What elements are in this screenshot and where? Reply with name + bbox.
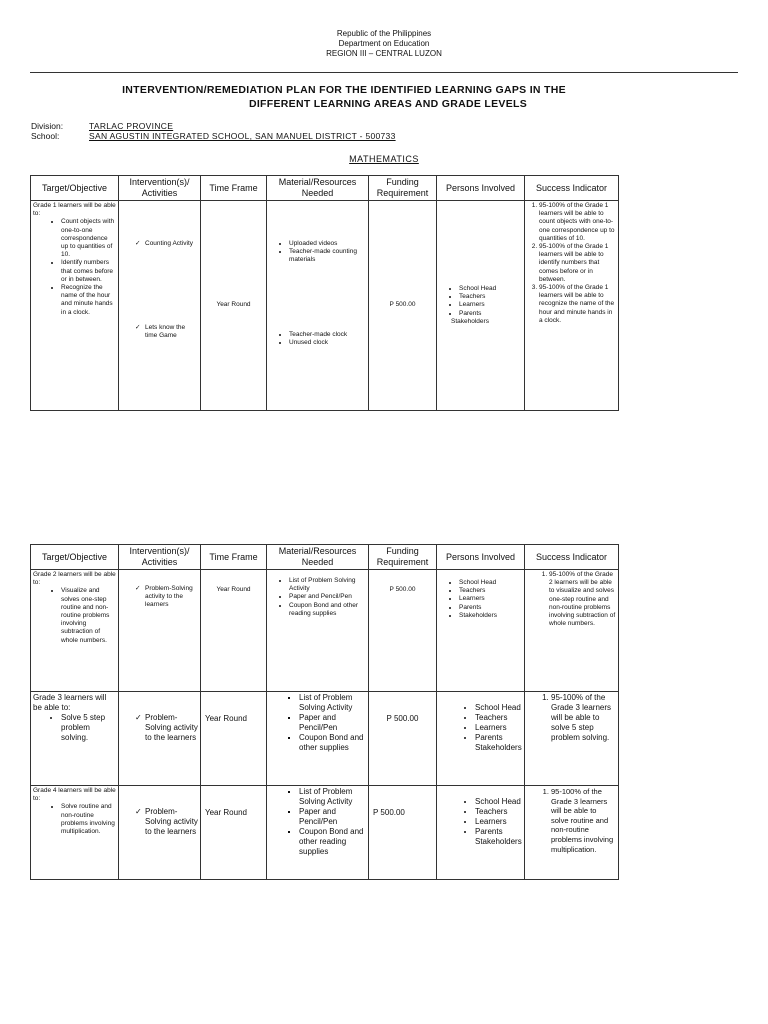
person-item: • Learners xyxy=(459,595,522,603)
target-cell xyxy=(31,692,119,786)
persons-cell xyxy=(437,570,525,692)
intervention-cell xyxy=(119,692,201,786)
person-item: • Learners xyxy=(475,723,522,733)
time-frame-cell: Year Round xyxy=(201,201,267,411)
success-cell xyxy=(525,201,619,411)
funding-cell: P 500.00 xyxy=(369,201,437,411)
header-republic: Republic of the Philippines xyxy=(336,29,432,38)
material-item: • Uploaded videos xyxy=(289,240,366,248)
table-row xyxy=(31,570,619,692)
material-item: • Coupon Bond and other reading supplies xyxy=(289,602,366,618)
material-item: ▪ Coupon Bond and other supplies xyxy=(299,733,366,753)
table-row xyxy=(31,692,619,786)
table-row xyxy=(31,786,619,880)
table-header-row xyxy=(31,176,619,201)
division-value: TARLAC PROVINCE xyxy=(89,121,174,131)
col-persons: Persons Involved xyxy=(437,176,525,201)
materials-cell xyxy=(267,570,369,692)
person-item: • Parents Stakeholders xyxy=(475,827,522,847)
material-item: ▪ List of Problem Solving Activity xyxy=(299,693,366,713)
time-frame-cell: Year Round xyxy=(201,786,267,880)
person-item: • School Head xyxy=(475,703,522,713)
header-divider xyxy=(30,72,738,73)
persons-cell xyxy=(437,201,525,411)
plan-table-1 xyxy=(30,175,619,411)
header-department: Department on Education xyxy=(338,39,430,48)
target-cell xyxy=(31,201,119,411)
material-item: • Teacher-made counting materials xyxy=(289,248,366,264)
intervention-item: ✓ Problem-Solving activity to the learners xyxy=(145,585,198,610)
persons-cell xyxy=(437,692,525,786)
success-item: 1. 95-100% of the Grade 1 learners will be able to count objects with one-to-one correspondence up to quantities of 10. xyxy=(539,202,616,243)
table-header-row xyxy=(31,545,619,570)
person-item: • Teachers xyxy=(475,807,522,817)
success-item: 1. 95-100% of the Grade 2 learners will be able to visualize and solves one-step routine and non-routine problems involving subtraction of whole numbers. xyxy=(549,571,616,628)
col-funding: Funding Requirement xyxy=(369,545,437,570)
col-target: Target/Objective xyxy=(31,176,119,201)
success-cell xyxy=(525,570,619,692)
target-intro: Grade 1 learners will be able to: xyxy=(33,202,116,218)
person-item: • School Head xyxy=(459,579,522,587)
time-frame-cell: Year Round xyxy=(201,692,267,786)
school-row xyxy=(31,131,396,141)
success-item: 1. 95-100% of the Grade 3 learners will be able to solve routine and non-routine problems involving multiplication. xyxy=(551,787,616,854)
school-value: SAN AGUSTIN INTEGRATED SCHOOL, SAN MANUEL DISTRICT - 500733 xyxy=(89,131,396,141)
col-success: Success Indicator xyxy=(525,176,619,201)
person-item: • School Head xyxy=(475,797,522,807)
intervention-item: ✓ Problem-Solving activity to the learners xyxy=(145,807,198,837)
success-item: 3. 95-100% of the Grade 1 learners will be able to recognize the name of the hour and minute hands in a clock. xyxy=(539,284,616,325)
intervention-item: ✓ Problem-Solving activity to the learners xyxy=(145,713,198,743)
person-item: • Parents xyxy=(459,604,522,612)
plan-title-line1: INTERVENTION/REMEDIATION PLAN FOR THE IDENTIFIED LEARNING GAPS IN THE xyxy=(122,84,566,96)
persons-cell xyxy=(437,786,525,880)
material-item: • Paper and Pencil/Pen xyxy=(289,593,366,601)
funding-cell: P 500.00 xyxy=(369,692,437,786)
success-cell xyxy=(525,692,619,786)
material-item: ▪ List of Problem Solving Activity xyxy=(299,787,366,807)
target-cell xyxy=(31,786,119,880)
material-item: • List of Problem Solving Activity xyxy=(289,577,366,593)
person-item: • School Head xyxy=(459,285,522,293)
col-time-frame: Time Frame xyxy=(201,176,267,201)
success-item: 2. 95-100% of the Grade 1 learners will be able to identify numbers that comes before or in between. xyxy=(539,243,616,284)
person-item: • Stakeholders xyxy=(459,612,522,620)
intervention-cell xyxy=(119,786,201,880)
person-item: • Teachers xyxy=(459,587,522,595)
person-extra: Stakeholders xyxy=(451,317,489,325)
person-item: • Parents xyxy=(459,310,522,318)
table-row xyxy=(31,201,619,411)
division-label: Division: xyxy=(31,121,64,131)
funding-cell: P 500.00 xyxy=(369,786,437,880)
col-funding: Funding Requirement xyxy=(369,176,437,201)
time-frame-cell: Year Round xyxy=(201,570,267,692)
header-region: REGION III – CENTRAL LUZON xyxy=(326,49,442,58)
col-target: Target/Objective xyxy=(31,545,119,570)
target-cell xyxy=(31,570,119,692)
target-intro: Grade 4 learners will be able to: xyxy=(33,787,116,803)
success-item: 1. 95-100% of the Grade 3 learners will be able to solve 5 step problem solving. xyxy=(551,693,616,743)
target-item: • Solve 5 step problem solving. xyxy=(61,713,116,743)
person-item: • Parents Stakeholders xyxy=(475,733,522,753)
target-item: • Count objects with one-to-one correspondence up to quantities of 10. xyxy=(61,218,116,259)
material-item: • Teacher-made clock xyxy=(289,331,366,339)
division-row xyxy=(31,121,173,131)
intervention-cell xyxy=(119,570,201,692)
plan-table-2 xyxy=(30,544,619,880)
col-materials: Material/Resources Needed xyxy=(267,176,369,201)
person-item: • Teachers xyxy=(459,293,522,301)
intervention-item: ✓ Counting Activity xyxy=(145,240,198,248)
person-item: • Learners xyxy=(459,301,522,309)
col-success: Success Indicator xyxy=(525,545,619,570)
material-item: ▪ Paper and Pencil/Pen xyxy=(299,713,366,733)
col-time-frame: Time Frame xyxy=(201,545,267,570)
material-item: ▪ Paper and Pencil/Pen xyxy=(299,807,366,827)
intervention-cell xyxy=(119,201,201,411)
funding-cell: P 500.00 xyxy=(369,570,437,692)
col-materials: Material/Resources Needed xyxy=(267,545,369,570)
col-intervention: Intervention(s)/ Activities xyxy=(119,545,201,570)
person-item: • Learners xyxy=(475,817,522,827)
target-item: • Recognize the name of the hour and minute hands in a clock. xyxy=(61,284,116,317)
target-intro: Grade 2 learners will be able to: xyxy=(33,571,116,587)
col-intervention: Intervention(s)/ Activities xyxy=(119,176,201,201)
intervention-item: ✓ Lets know the time Game xyxy=(145,324,198,340)
school-label: School: xyxy=(31,131,60,141)
target-intro: Grade 3 learners will be able to: xyxy=(33,693,107,712)
materials-cell xyxy=(267,786,369,880)
materials-cell xyxy=(267,201,369,411)
subject-heading: MATHEMATICS xyxy=(349,154,419,164)
material-item: • Unused clock xyxy=(289,339,366,347)
target-item: • Solve routine and non-routine problems involving multiplication. xyxy=(61,803,116,836)
target-item: • Identify numbers that comes before or in between. xyxy=(61,259,116,284)
target-item: • Visualize and solves one-step routine and non-routine problems involving subtraction of whole numbers. xyxy=(61,587,116,644)
success-cell xyxy=(525,786,619,880)
materials-cell xyxy=(267,692,369,786)
col-persons: Persons Involved xyxy=(437,545,525,570)
plan-title-line2: DIFFERENT LEARNING AREAS AND GRADE LEVELS xyxy=(248,98,528,110)
material-item: ▪ Coupon Bond and other reading supplies xyxy=(299,827,366,857)
person-item: • Teachers xyxy=(475,713,522,723)
